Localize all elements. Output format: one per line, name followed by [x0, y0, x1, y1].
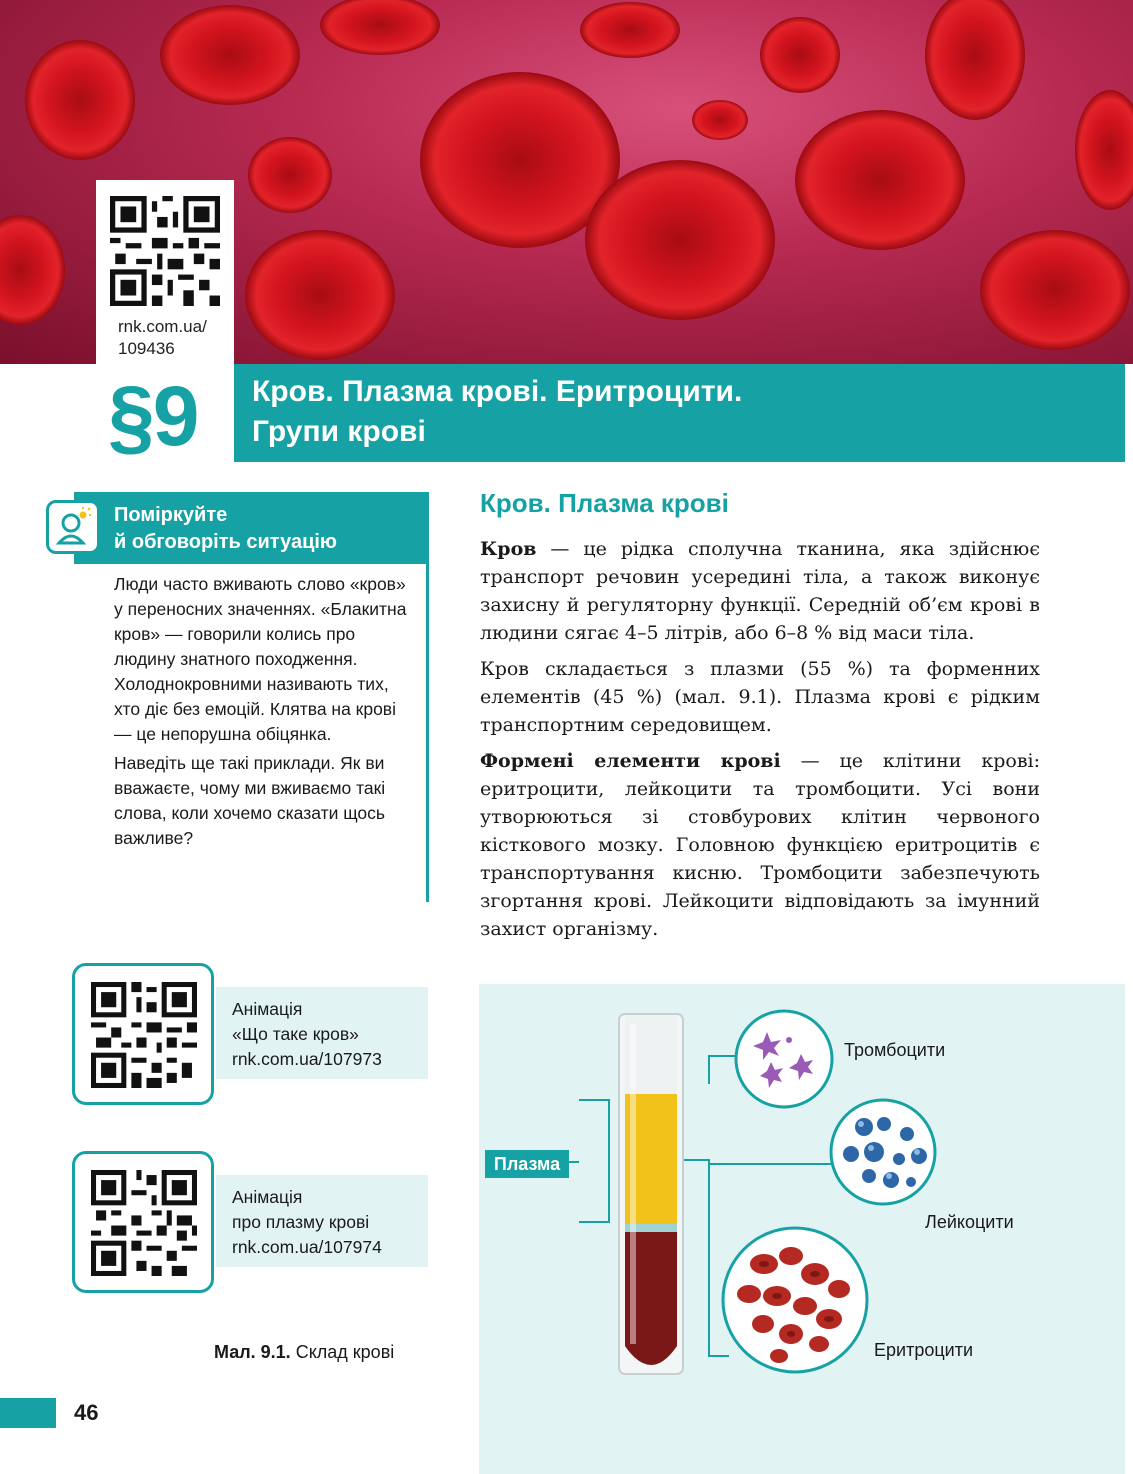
animation-card-text[interactable]: [216, 1175, 428, 1267]
animation-card-1[interactable]: [72, 963, 428, 1105]
body-paragraph-2: Кров складається з плазми (55 %) та форменних елементів (45 %) (мал. 9.1). Плазма крові є рідким транспортним середовищем.: [480, 658, 1040, 736]
animation-card-link[interactable]: rnk.com.ua/107973: [232, 1049, 382, 1069]
animation-card-2[interactable]: [72, 1151, 428, 1293]
animation-card-subtitle: «Що таке кров»: [232, 1024, 359, 1044]
term-blood: Кров: [480, 538, 537, 560]
page-title-line2: Групи крові: [252, 415, 426, 448]
discussion-box-border: [426, 564, 429, 902]
animation-card-subtitle: про плазму крові: [232, 1212, 370, 1232]
discussion-paragraph-2: Наведіть ще такі приклади. Як ви вважаєте, чому ми вживаємо такі слова, коли хочемо сказати щось важливе?: [114, 753, 386, 848]
discussion-heading-line2: й обговоріть ситуацію: [114, 531, 337, 553]
animation-card-text[interactable]: [216, 987, 428, 1079]
paragraph-number: §9: [108, 369, 198, 463]
page-number-tab: [0, 1398, 56, 1428]
platelets-label: Тромбоцити: [844, 1040, 946, 1060]
qr-link-line2[interactable]: 109436: [118, 339, 175, 358]
blood-composition-figure: [479, 984, 1125, 1474]
qr-code-card[interactable]: [96, 180, 234, 366]
qr-code-icon[interactable]: [91, 982, 197, 1088]
page-number: 46: [74, 1400, 99, 1425]
qr-link-line1[interactable]: rnk.com.ua/: [118, 317, 207, 336]
body-paragraph-1-text: — це рідка сполучна тканина, яка здійснює транспорт речовин усередині тіла, а також виконує захисну й регуляторну функції. Середній об’єм крові в людини сягає 4–5 літрів, або 6–8 % від маси тіла.: [480, 538, 1040, 644]
leukocytes-label: Лейкоцити: [925, 1212, 1014, 1232]
animation-card-title: Анімація: [232, 999, 303, 1019]
animation-card-title: Анімація: [232, 1187, 303, 1207]
discussion-box: [46, 492, 429, 902]
qr-frame[interactable]: [72, 963, 214, 1105]
lightbulb-person-icon: [46, 500, 100, 554]
plasma-label: Плазма: [485, 1150, 569, 1178]
figure-caption-label: Мал. 9.1.: [214, 1342, 291, 1362]
body-paragraph-1: [480, 535, 1040, 647]
qr-code-icon[interactable]: [110, 196, 220, 306]
section-body: [480, 535, 1040, 951]
discussion-box-body: [114, 572, 414, 855]
body-paragraph-3: [480, 747, 1040, 943]
animation-card-link[interactable]: rnk.com.ua/107974: [232, 1237, 382, 1257]
discussion-heading-line1: Поміркуйте: [114, 504, 228, 526]
body-paragraph-3-text: — це клітини крові: еритроцити, лейкоцити та тромбоцити. Усі вони утворюються зі стовбурових клітин червоного кісткового мозку. Головною функцією еритроцитів є транспортування кисню. Тромбоцити забезпечують згортання крові. Лейкоцити відповідають за імунний захист організму.: [480, 750, 1041, 940]
qr-frame[interactable]: [72, 1151, 214, 1293]
term-formed-elements: Формені елементи крові: [480, 750, 781, 772]
section-heading: Кров. Плазма крові: [480, 488, 729, 518]
figure-caption-text: Склад крові: [295, 1342, 395, 1362]
qr-code-icon[interactable]: [91, 1170, 197, 1276]
qr-link-text[interactable]: [118, 316, 207, 360]
test-tube-diagram: [479, 984, 1125, 1474]
test-tube: [619, 1014, 683, 1374]
page-title-bar: [234, 364, 1125, 462]
discussion-paragraph-1: Люди часто вживають слово «кров» у переносних значеннях. «Блакитна кров» — говорили колись про людину знатного походження. Холоднокровними називають тих, хто діє без емоцій. Клятва на крові — це непорушна обіцянка.: [114, 574, 407, 744]
erythrocytes-label: Еритроцити: [874, 1340, 973, 1360]
figure-caption: [214, 1342, 394, 1363]
page-title-line1: Кров. Плазма крові. Еритроцити.: [252, 375, 743, 408]
discussion-box-header: [74, 492, 429, 564]
